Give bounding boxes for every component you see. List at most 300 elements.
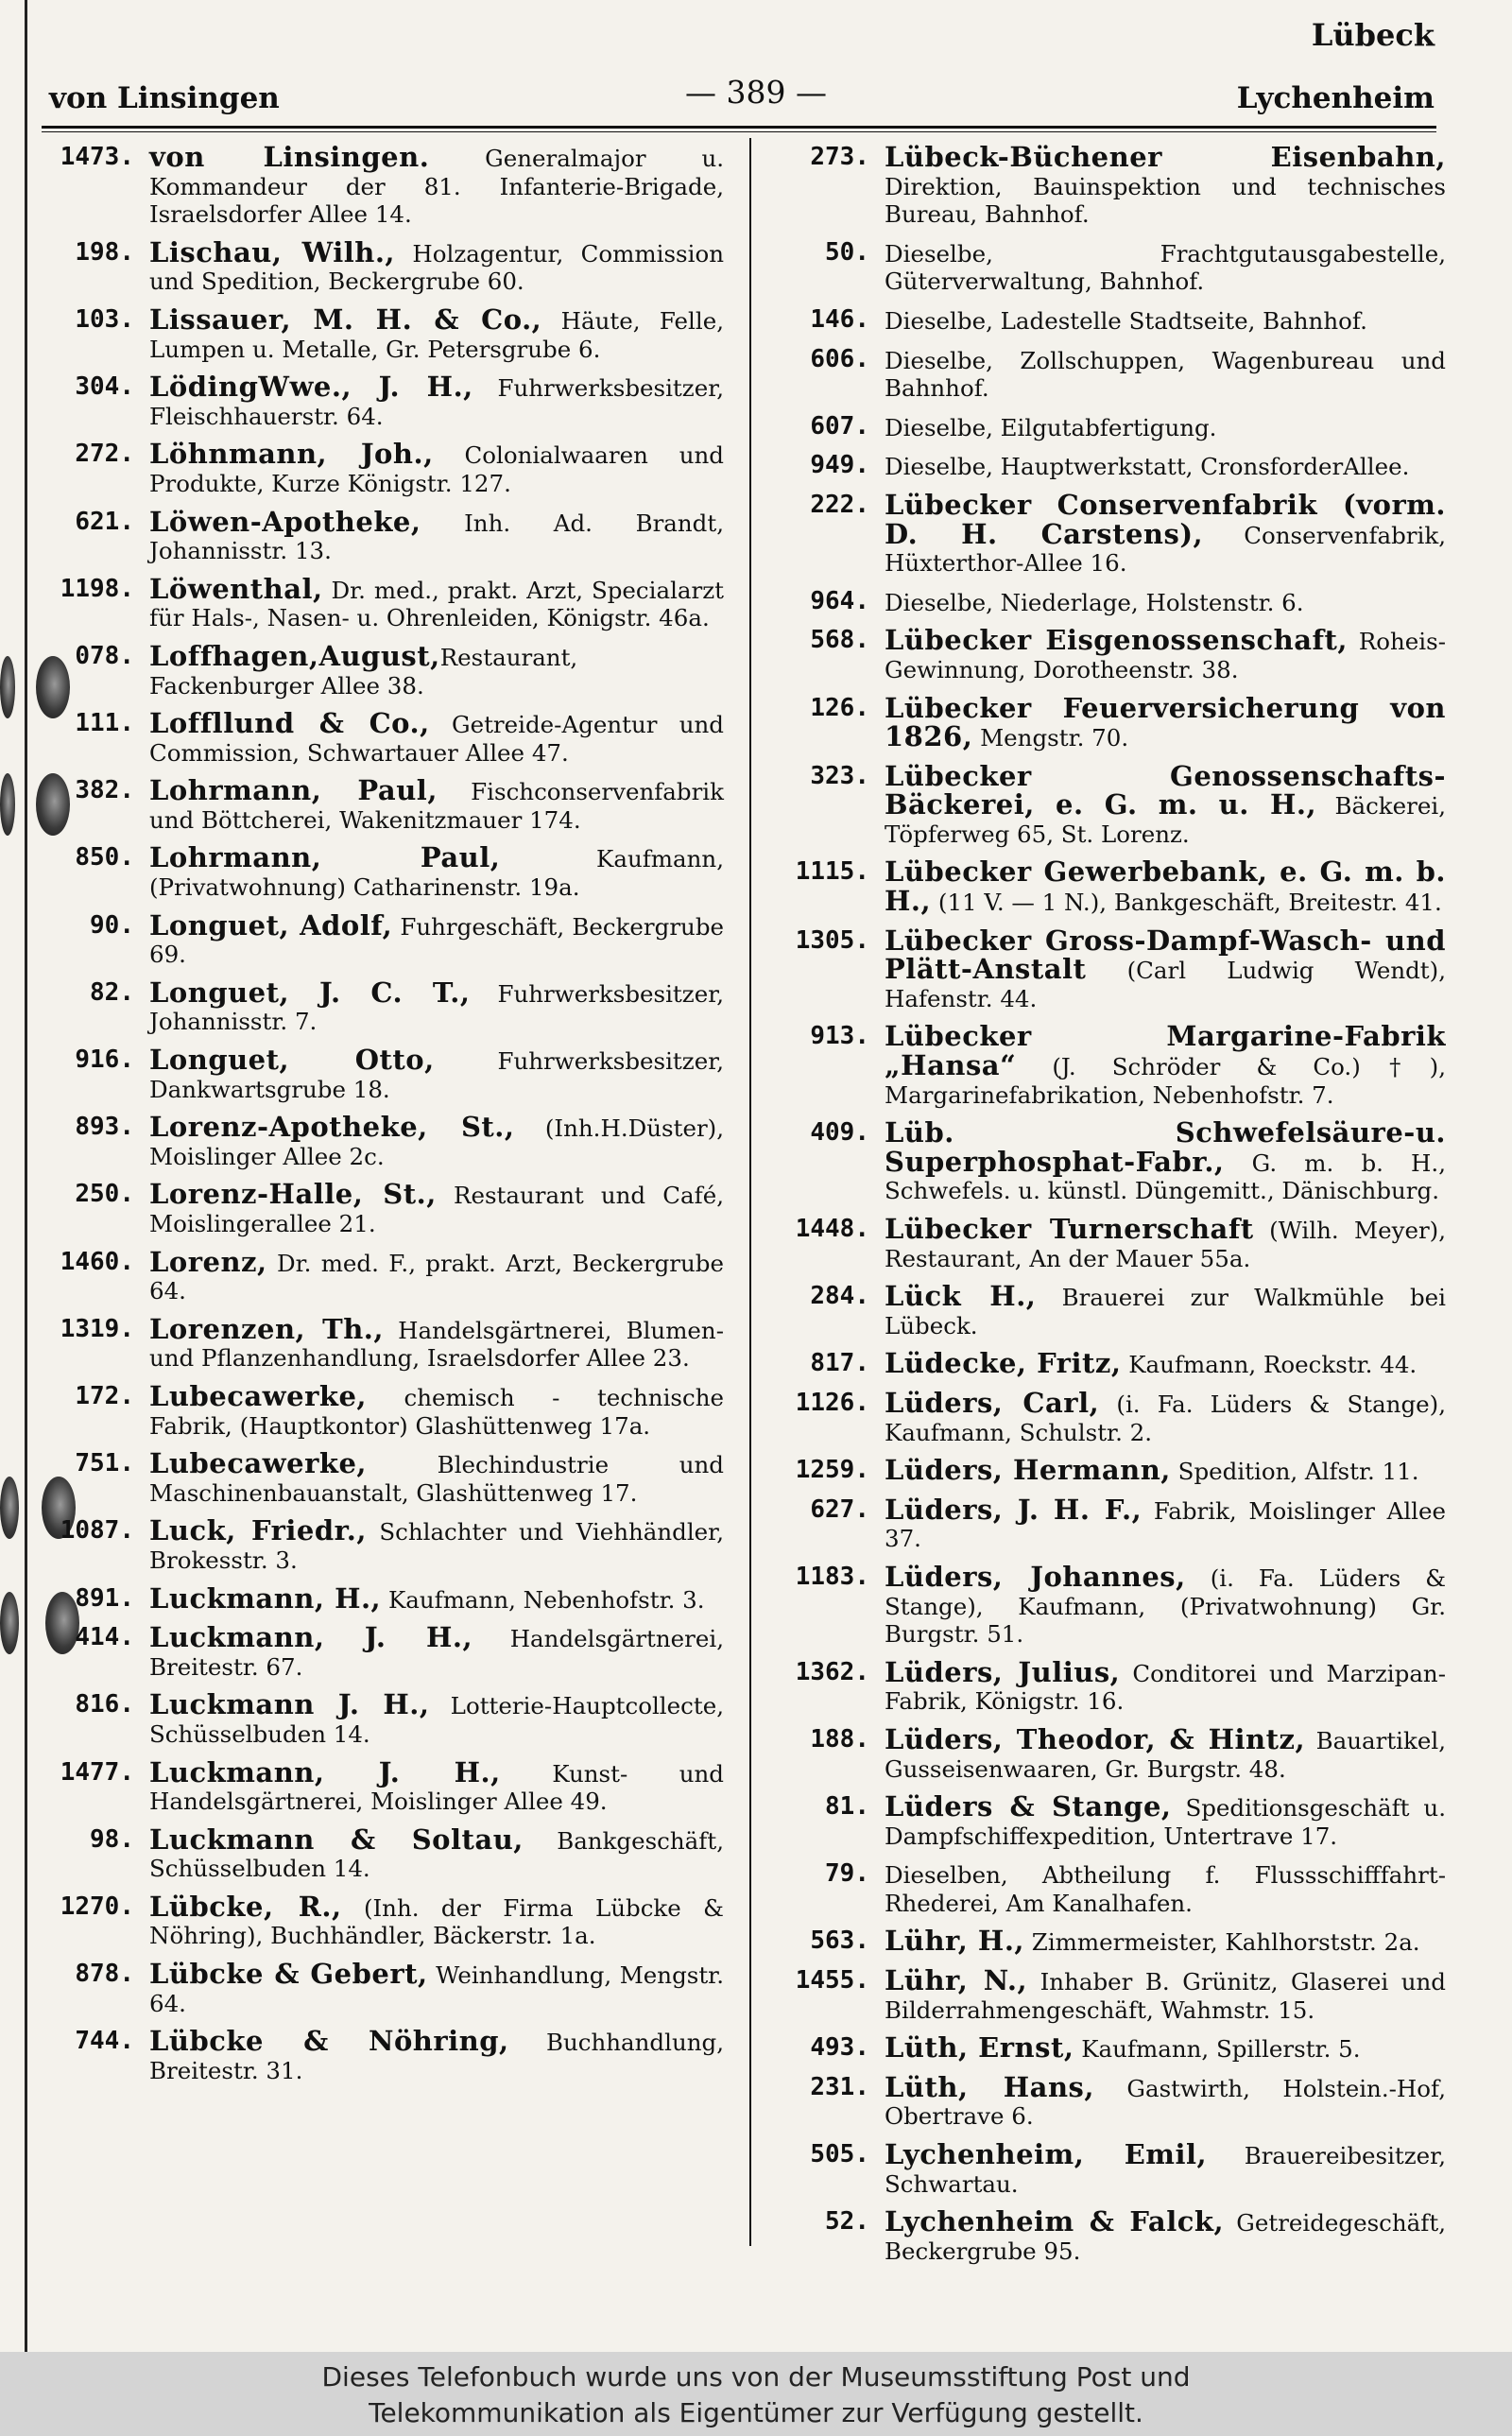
entry-text	[149, 1312, 724, 1373]
phone-number: 79.	[825, 1859, 869, 1889]
entry-text	[149, 1621, 724, 1681]
punch-hole	[0, 1592, 19, 1654]
phone-number: 850.	[75, 843, 134, 872]
phone-number: 1455.	[795, 1966, 869, 1995]
entry-text	[149, 1111, 725, 1170]
directory-entry	[42, 2025, 724, 2084]
phone-number: 505.	[810, 2140, 869, 2169]
phone-number: 172.	[75, 1381, 134, 1410]
entry-text	[885, 1213, 1446, 1272]
subscriber-details: Kaufmann, (Privatwohnung) Catharinenstr. 19a.	[149, 845, 724, 902]
subscriber-details: (Inh.H.Düster), Moislinger Allee 2c.	[149, 1114, 725, 1170]
binding-edge	[25, 0, 27, 2352]
subscriber-details: chemisch - technische Fabrik, (Hauptkontor) Glashüttenweg 17a.	[149, 1383, 724, 1440]
phone-number: 146.	[810, 304, 869, 334]
entry-text	[149, 1688, 724, 1748]
entry-text	[885, 488, 1446, 578]
subscriber-name: Löhnmann, Joh.,	[149, 438, 434, 471]
right-column	[773, 141, 1447, 2275]
directory-entry	[42, 1111, 725, 1170]
directory-entry	[42, 976, 724, 1036]
directory-entry	[773, 691, 1446, 753]
subscriber-details: (i. Fa. Lüders & Stange), Kaufmann, Schulstr. 2.	[885, 1390, 1446, 1446]
subscriber-details: Häute, Felle, Lumpen u. Metalle, Gr. Petersgrube 6.	[149, 306, 724, 363]
phone-number: 103.	[75, 304, 134, 334]
subscriber-name: Lübecker Gross-Dampf-Wasch- und Plätt-Anstalt	[885, 924, 1446, 986]
subscriber-details: Handelsgärtnerei, Blumen- und Pflanzenhandlung, Israelsdorfer Allee 23.	[149, 1316, 724, 1373]
subscriber-details: Kunst- und Handelsgärtnerei, Moislinger Allee 49.	[149, 1759, 724, 1816]
phone-number: 949.	[810, 451, 869, 480]
entry-text	[149, 639, 724, 700]
subscriber-name: Lüb. Schwefelsäure-u. Superphosphat-Fabr.,	[885, 1116, 1446, 1178]
directory-entry	[42, 1958, 724, 2017]
subscriber-name: Lüders, Julius,	[885, 1655, 1121, 1688]
entry-text	[885, 855, 1446, 918]
phone-number: 250.	[75, 1180, 134, 1209]
entry-text	[885, 1860, 1446, 1917]
phone-number: 1259.	[795, 1456, 869, 1485]
entry-text	[885, 1020, 1446, 1109]
entry-text	[149, 1178, 724, 1237]
directory-entry	[773, 1386, 1446, 1446]
subscriber-details: (Inh. der Firma Lübcke & Nöhring), Buchhändler, Bäckerstr. 1a.	[149, 1893, 724, 1950]
directory-entry	[42, 235, 724, 296]
phone-number: 816.	[75, 1690, 134, 1719]
subscriber-details: (11 V. — 1 N.), Bankgeschäft, Breitestr. 41.	[931, 889, 1442, 917]
subscriber-details: Kaufmann, Roeckstr. 44.	[1121, 1351, 1418, 1379]
directory-entry	[42, 373, 724, 430]
directory-entry	[42, 1245, 724, 1305]
directory-entry	[42, 1688, 724, 1748]
phone-number: 382.	[75, 776, 134, 805]
directory-entry	[773, 624, 1446, 683]
directory-entry	[42, 908, 725, 969]
phone-number: 414.	[75, 1623, 134, 1652]
footer-notice	[0, 2352, 1512, 2436]
subscriber-details: Gastwirth, Holstein.-Hof, Obertrave 6.	[885, 2074, 1446, 2131]
subscriber-name: Lübecker Eisgenossenschaft,	[885, 624, 1348, 657]
subscriber-name: Lüdecke, Fritz,	[885, 1347, 1122, 1380]
subscriber-details: Kaufmann, Nebenhofstr. 3.	[381, 1585, 705, 1614]
subscriber-name: Luck, Friedr.,	[149, 1514, 367, 1547]
subscriber-details: Zimmermeister, Kahlhorststr. 2a.	[1024, 1928, 1420, 1957]
entry-text	[885, 1386, 1446, 1446]
subscriber-details: Fuhrwerksbesitzer, Dankwartsgrube 18.	[149, 1047, 724, 1103]
subscriber-details: Bauartikel, Gusseisenwaaren, Gr. Burgstr. 48.	[885, 1726, 1446, 1783]
subscriber-details: Dieselbe, Hauptwerkstatt, CronsforderAllee.	[885, 453, 1410, 481]
directory-entry	[42, 774, 724, 834]
directory-entry	[42, 841, 724, 902]
phone-number: 304.	[75, 372, 134, 402]
left-column	[42, 141, 725, 2095]
page-number: — 389 —	[685, 74, 827, 111]
subscriber-details: Dr. med., prakt. Arzt, Specialarzt für Hals-, Nasen- u. Ohrenleiden, Königstr. 46a.	[149, 576, 724, 632]
entry-text	[885, 1116, 1446, 1205]
directory-entry	[42, 1581, 724, 1615]
phone-number: 878.	[75, 1960, 134, 1989]
subscriber-name: Löwenthal,	[149, 572, 323, 605]
entry-text	[885, 624, 1446, 683]
subscriber-details: Dr. med. F., prakt. Arzt, Beckergrube 64.	[149, 1249, 724, 1305]
phone-number: 231.	[810, 2072, 869, 2101]
entry-text	[885, 1347, 1446, 1380]
subscriber-name: Lübecker Margarine-Fabrik „Hansa“	[885, 1020, 1446, 1082]
entry-text	[149, 141, 725, 229]
subscriber-name: Longuet, Otto,	[149, 1044, 435, 1077]
phone-number: 817.	[810, 1349, 869, 1378]
entry-text	[149, 774, 724, 834]
directory-entry	[773, 1347, 1446, 1380]
subscriber-name: Lubecawerke,	[149, 1447, 367, 1480]
directory-entry	[42, 1046, 724, 1103]
phone-number: 126.	[810, 693, 869, 722]
subscriber-name: Lüders, Johannes,	[885, 1560, 1186, 1593]
subscriber-details: G. m. b. H., Schwefels. u. künstl. Düngemitt., Dänischburg.	[885, 1149, 1446, 1205]
subscriber-name: Luckmann, J. H.,	[149, 1621, 473, 1654]
subscriber-details: Dieselbe, Niederlage, Holstenstr. 6.	[885, 588, 1304, 616]
subscriber-details: Handelsgärtnerei, Breitestr. 67.	[149, 1625, 724, 1681]
subscriber-name: Lissauer, M. H. & Co.,	[149, 302, 542, 336]
entry-text	[149, 235, 724, 296]
subscriber-details: Brauerei zur Walkmühle bei Lübeck.	[885, 1284, 1446, 1339]
subscriber-name: von Linsingen.	[149, 141, 430, 173]
entry-text	[885, 141, 1446, 229]
entry-text	[149, 438, 724, 497]
phone-number: 891.	[75, 1583, 134, 1613]
entry-text	[149, 976, 724, 1036]
punch-hole	[0, 773, 15, 836]
entry-text	[885, 1722, 1446, 1783]
entry-text	[885, 759, 1446, 849]
subscriber-details: Fischconservenfabrik und Böttcherei, Wakenitzmauer 174.	[149, 778, 724, 834]
phone-number: 82.	[90, 977, 134, 1007]
directory-entry	[42, 438, 724, 497]
punch-hole	[0, 1477, 19, 1539]
subscriber-name: Lohrmann, Paul,	[149, 841, 501, 874]
subscriber-details: Fuhrwerksbesitzer, Johannisstr. 7.	[149, 979, 724, 1036]
subscriber-name: Loffllund & Co.,	[149, 707, 430, 740]
subscriber-name: Lübecker Turnerschaft	[885, 1213, 1254, 1245]
phone-number: 222.	[810, 490, 869, 519]
entry-text	[149, 1514, 724, 1574]
entry-text	[885, 2070, 1446, 2131]
directory-entry	[42, 1379, 724, 1440]
subscriber-name: Lychenheim, Emil,	[885, 2138, 1208, 2171]
subscriber-name: Lorenz-Apotheke, St.,	[149, 1111, 515, 1144]
phone-number: 273.	[810, 143, 869, 171]
phone-number: 1362.	[795, 1657, 869, 1686]
phone-number: 188.	[810, 1724, 869, 1754]
punch-hole	[0, 656, 15, 718]
phone-number: 1126.	[795, 1388, 869, 1417]
subscriber-details: Blechindustrie und Maschinenbauanstalt, Glashüttenweg 17.	[149, 1451, 724, 1507]
entry-text	[885, 1280, 1446, 1339]
phone-number: 607.	[810, 411, 869, 441]
entry-text	[885, 691, 1446, 753]
subscriber-details: Inhaber B. Grünitz, Glaserei und Bilderrahmengeschäft, Wahmstr. 15.	[885, 1968, 1446, 2024]
directory-entry	[42, 1447, 724, 1507]
directory-entry	[773, 1722, 1446, 1783]
phone-number: 409.	[810, 1118, 869, 1148]
subscriber-details: (i. Fa. Lüders & Stange), Kaufmann, (Privatwohnung) Gr. Burgstr. 51.	[885, 1564, 1447, 1649]
directory-entry	[773, 1213, 1446, 1272]
subscriber-details: Bankgeschäft, Schüsselbuden 14.	[149, 1826, 724, 1883]
directory-entry	[773, 1116, 1446, 1205]
phone-number: 621.	[75, 507, 134, 536]
phone-number: 1319.	[60, 1314, 134, 1343]
phone-number: 284.	[810, 1282, 869, 1311]
subscriber-name: Luckmann & Soltau,	[149, 1823, 524, 1856]
subscriber-name: Lübecker Feuerversicherung von 1826,	[885, 691, 1446, 753]
phone-number: 111.	[75, 709, 134, 738]
subscriber-details: Brauereibesitzer, Schwartau.	[885, 2142, 1446, 2198]
subscriber-name: Lohrmann, Paul,	[149, 774, 438, 807]
directory-entry	[42, 1514, 724, 1574]
directory-entry	[773, 2070, 1446, 2131]
subscriber-details: (J. Schröder & Co.)†), Margarinefabrikation, Nebenhofstr. 7.	[885, 1053, 1446, 1109]
directory-entry	[773, 452, 1446, 481]
subscriber-details: Lotterie-Hauptcollecte, Schüsselbuden 14.	[149, 1692, 724, 1748]
subscriber-name: Lüders, Carl,	[885, 1386, 1100, 1419]
directory-entry	[773, 855, 1446, 918]
header-rule	[42, 126, 1436, 129]
phone-number: 52.	[825, 2207, 869, 2237]
subscriber-details: Bäckerei, Töpferweg 65, St. Lorenz.	[885, 792, 1446, 848]
phone-number: 1305.	[795, 925, 869, 955]
phone-number: 1115.	[795, 857, 869, 887]
directory-entry	[773, 413, 1446, 442]
phone-number: 1198.	[60, 574, 134, 603]
entry-text	[885, 2031, 1446, 2065]
directory-entry	[42, 707, 724, 767]
subscriber-name: Löwen-Apotheke,	[149, 505, 421, 538]
directory-entry	[773, 924, 1446, 1013]
subscriber-details: Restaurant, Fackenburger Allee 38.	[149, 643, 578, 700]
subscriber-details: Speditionsgeschäft u. Dampfschiffexpedition, Untertrave 17.	[885, 1794, 1446, 1850]
directory-entry	[42, 1890, 724, 1950]
directory-entry	[42, 302, 724, 363]
phone-number: 1270.	[60, 1892, 134, 1921]
entry-text	[885, 1454, 1446, 1487]
directory-entry	[42, 1621, 724, 1681]
phone-number: 493.	[810, 2033, 869, 2063]
subscriber-details: Getreide-Agentur und Commission, Schwartauer Allee 47.	[149, 711, 724, 767]
entry-text	[149, 505, 724, 565]
subscriber-details: Dieselbe, Frachtgutausgabestelle, Güterverwaltung, Bahnhof.	[885, 239, 1446, 296]
subscriber-name: Lübecker Genossenschafts-Bäckerei, e. G. m. u. H.,	[885, 759, 1446, 821]
entry-text	[149, 1823, 724, 1883]
directory-entry	[42, 1823, 724, 1883]
header-last-entry: Lychenheim	[1236, 81, 1435, 115]
entry-text	[149, 302, 724, 363]
directory-entry	[773, 141, 1446, 229]
phone-number: 1460.	[60, 1247, 134, 1276]
phone-number: 916.	[75, 1045, 134, 1075]
entry-text	[885, 924, 1446, 1013]
directory-entry	[773, 1927, 1446, 1957]
entry-text	[149, 1046, 724, 1103]
phone-number: 98.	[90, 1824, 134, 1854]
directory-entry	[42, 572, 724, 632]
directory-entry	[42, 639, 724, 700]
subscriber-name: Lübeck-Büchener Eisenbahn,	[885, 141, 1446, 173]
directory-entry	[773, 1964, 1446, 2024]
phone-number: 81.	[825, 1792, 869, 1822]
subscriber-details: Holzagentur, Commission und Spedition, Beckergrube 60.	[149, 239, 724, 296]
subscriber-details: Getreidegeschäft, Beckergrube 95.	[885, 2209, 1446, 2265]
phone-number: 568.	[810, 626, 869, 655]
subscriber-name: Lischau, Wilh.,	[149, 235, 396, 268]
subscriber-details: Mengstr. 70.	[972, 724, 1129, 752]
directory-entry	[773, 1655, 1446, 1716]
phone-number: 1183.	[795, 1562, 869, 1591]
entry-text	[149, 841, 724, 902]
subscriber-details: Dieselbe, Eilgutabfertigung.	[885, 413, 1217, 441]
directory-entry	[773, 1790, 1446, 1850]
phone-number: 1087.	[60, 1516, 134, 1546]
directory-entry	[42, 1178, 724, 1237]
subscriber-details: Weinhandlung, Mengstr. 64.	[149, 1961, 724, 2017]
directory-entry	[42, 505, 724, 565]
directory-entry	[773, 2031, 1446, 2065]
entry-text	[149, 1890, 724, 1950]
entry-text	[885, 1493, 1446, 1553]
subscriber-name: Lüders, J. H. F.,	[885, 1493, 1143, 1526]
phone-number: 323.	[810, 761, 869, 790]
entry-text	[149, 1447, 724, 1507]
phone-number: 198.	[75, 237, 134, 267]
subscriber-name: Lüth, Ernst,	[885, 2031, 1074, 2065]
subscriber-name: Lüders, Hermann,	[885, 1454, 1171, 1487]
directory-entry	[773, 1280, 1446, 1339]
subscriber-details: Direktion, Bauinspektion und technisches Bureau, Bahnhof.	[885, 172, 1446, 229]
footer-line-2: Telekommunikation als Eigentümer zur Verfügung gestellt.	[369, 2397, 1143, 2428]
subscriber-name: LödingWwe., J. H.,	[149, 371, 473, 404]
subscriber-details: Conservenfabrik, Hüxterthor-Allee 16.	[885, 521, 1446, 578]
directory-entry	[773, 1860, 1446, 1917]
subscriber-details: Inh. Ad. Brandt, Johannisstr. 13.	[149, 509, 724, 565]
subscriber-details: Generalmajor u. Kommandeur der 81. Infanterie-Brigade, Israelsdorfer Allee 14.	[149, 145, 725, 229]
subscriber-details: Buchhandlung, Breitestr. 31.	[149, 2029, 724, 2084]
phone-number: 1477.	[60, 1757, 134, 1787]
phone-number: 913.	[810, 1022, 869, 1051]
directory-entry	[773, 588, 1446, 617]
subscriber-name: Lychenheim & Falck,	[885, 2205, 1225, 2238]
subscriber-details: (Carl Ludwig Wendt), Hafenstr. 44.	[885, 957, 1446, 1012]
subscriber-details: Restaurant und Café, Moislingerallee 21.	[149, 1182, 724, 1237]
subscriber-name: Longuet, Adolf,	[149, 908, 393, 942]
subscriber-name: Lühr, N.,	[885, 1964, 1028, 1997]
entry-text	[885, 2205, 1446, 2265]
subscriber-name: Lüders & Stange,	[885, 1790, 1172, 1823]
subscriber-name: Lorenzen, Th.,	[149, 1312, 384, 1345]
subscriber-name: Lorenz,	[149, 1245, 267, 1278]
subscriber-details: Roheis-Gewinnung, Dorotheenstr. 38.	[885, 628, 1446, 683]
subscriber-details: Kaufmann, Spillerstr. 5.	[1074, 2035, 1361, 2064]
entry-text	[149, 373, 724, 430]
entry-text	[885, 239, 1446, 296]
directory-entry	[773, 1020, 1446, 1109]
phone-number: 964.	[810, 586, 869, 615]
subscriber-details: Dieselbe, Zollschuppen, Wagenbureau und Bahnhof.	[885, 346, 1446, 403]
phone-number: 90.	[90, 910, 134, 940]
entry-text	[885, 346, 1446, 403]
subscriber-name: Lübecker Conservenfabrik (vorm. D. H. Carstens),	[885, 488, 1446, 550]
header-first-entry: von Linsingen	[49, 81, 280, 115]
entry-text	[149, 1755, 724, 1816]
directory-entry	[773, 239, 1446, 296]
entry-text	[885, 1790, 1446, 1850]
directory-entry	[773, 488, 1446, 578]
subscriber-details: Colonialwaaren und Produkte, Kurze Königstr. 127.	[149, 441, 724, 497]
subscriber-details: Dieselben, Abtheilung f. Flussschifffahrt-Rhederei, Am Kanalhafen.	[885, 1861, 1446, 1917]
column-divider	[749, 138, 751, 2246]
entry-text	[885, 1655, 1446, 1716]
entry-text	[149, 1581, 724, 1615]
subscriber-name: Lühr, H.,	[885, 1925, 1025, 1958]
subscriber-details: Schlachter und Viehhändler, Brokesstr. 3.	[149, 1518, 724, 1574]
subscriber-name: Lüth, Hans,	[885, 2070, 1094, 2103]
phone-number: 627.	[810, 1494, 869, 1524]
subscriber-name: Lübcke & Gebert,	[149, 1958, 428, 1991]
directory-entry	[773, 1560, 1447, 1649]
phone-number: 272.	[75, 440, 134, 469]
phone-number: 563.	[810, 1926, 869, 1956]
subscriber-name: Lück H.,	[885, 1280, 1037, 1313]
subscriber-name: Lübcke & Nöhring,	[149, 2025, 509, 2058]
phone-number: 078.	[75, 641, 134, 670]
phone-number: 751.	[75, 1449, 134, 1478]
phone-number: 893.	[75, 1113, 134, 1142]
entry-text	[149, 572, 724, 632]
entry-text	[885, 1964, 1446, 2024]
subscriber-details: Dieselbe, Ladestelle Stadtseite, Bahnhof.	[885, 306, 1367, 335]
phone-number: 1448.	[795, 1215, 869, 1243]
footer-line-1: Dieses Telefonbuch wurde uns von der Museumsstiftung Post und	[321, 2361, 1191, 2393]
entry-text	[149, 2025, 724, 2084]
subscriber-name: Luckmann, J. H.,	[149, 1755, 501, 1788]
subscriber-name: Longuet, J. C. T.,	[149, 976, 471, 1009]
subscriber-name: Lübecker Gewerbebank, e. G. m. b. H.,	[885, 855, 1446, 918]
subscriber-name: Luckmann J. H.,	[149, 1688, 430, 1721]
directory-entry	[773, 306, 1446, 336]
subscriber-name: Lubecawerke,	[149, 1379, 367, 1412]
phone-number: 606.	[810, 344, 869, 373]
entry-text	[885, 1560, 1447, 1649]
subscriber-name: Lübcke, R.,	[149, 1890, 342, 1923]
directory-entry	[42, 1312, 724, 1373]
subscriber-details: Fuhrgeschäft, Beckergrube 69.	[149, 912, 725, 969]
directory-entry	[42, 1755, 724, 1816]
entry-text	[149, 1379, 724, 1440]
subscriber-details: Fabrik, Moislinger Allee 37.	[885, 1496, 1446, 1553]
subscriber-details: Spedition, Alfstr. 11.	[1170, 1458, 1419, 1486]
subscriber-details: Fuhrwerksbesitzer, Fleischhauerstr. 64.	[149, 374, 724, 430]
subscriber-name: Lorenz-Halle, St.,	[149, 1178, 437, 1211]
directory-entry	[773, 1454, 1446, 1487]
entry-text	[149, 1958, 724, 2017]
directory-entry	[773, 346, 1446, 403]
phone-number: 1473.	[60, 143, 134, 171]
subscriber-name: Luckmann, H.,	[149, 1581, 382, 1615]
subscriber-details: Conditorei und Marzipan-Fabrik, Königstr. 16.	[885, 1659, 1446, 1716]
entry-text	[885, 2138, 1446, 2198]
entry-text	[885, 306, 1446, 336]
entry-text	[885, 413, 1446, 442]
entry-text	[885, 452, 1446, 481]
header-rule-thin	[42, 131, 1436, 132]
entry-text	[149, 908, 725, 969]
